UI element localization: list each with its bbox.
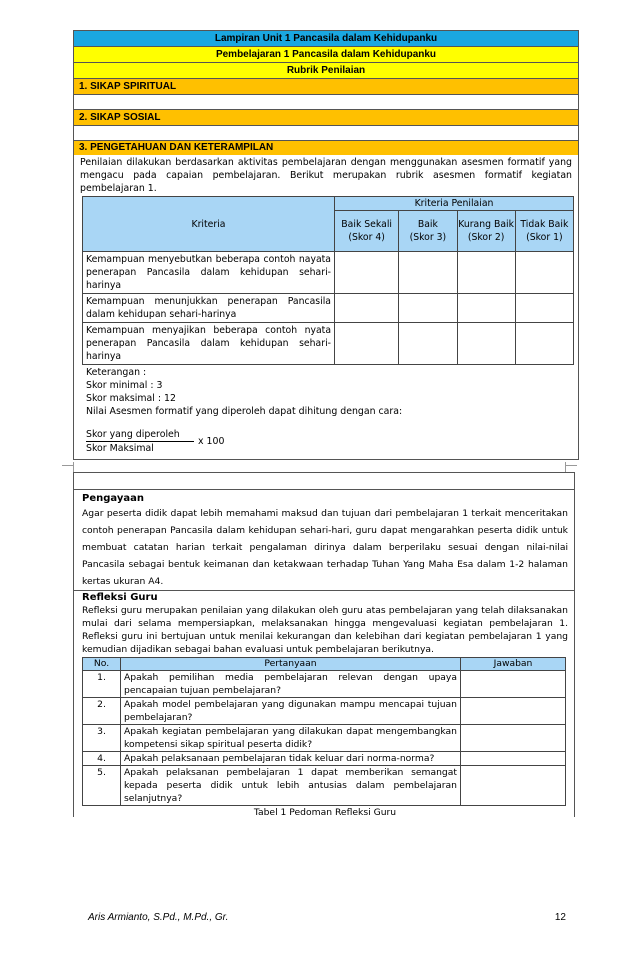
row-number: 4. bbox=[83, 752, 121, 766]
row-number: 2. bbox=[83, 698, 121, 725]
refleksi-heading: Refleksi Guru bbox=[82, 592, 158, 603]
notes-formula-text: Nilai Asesmen formatif yang diperoleh dapat dihitung dengan cara: bbox=[86, 406, 403, 417]
row-question: Apakah pelaksanan pembelajaran 1 dapat memberikan semangat kepada peserta didik untuk lebih antusias dalam pembelajaran selanjutnya? bbox=[121, 766, 461, 806]
pengayaan-heading: Pengayaan bbox=[82, 493, 144, 504]
row-number: 5. bbox=[83, 766, 121, 806]
level-baik bbox=[399, 211, 457, 252]
level-kurang-baik bbox=[457, 211, 515, 252]
rubric-row bbox=[83, 294, 574, 323]
score-cell bbox=[335, 294, 399, 323]
header-kriteria-penilaian: Kriteria Penilaian bbox=[335, 197, 574, 211]
pembelajaran-title: Pembelajaran 1 Pancasila dalam Kehidupanku bbox=[74, 47, 578, 63]
score-cell bbox=[515, 252, 573, 294]
section-pengetahuan-body bbox=[74, 155, 578, 459]
formula-fraction bbox=[86, 428, 194, 455]
crop-mark bbox=[565, 462, 566, 472]
table-row bbox=[83, 671, 566, 698]
pengayaan-paragraph: Agar peserta didik dapat lebih memahami maksud dan tujuan dari pembelajaran 1 terkait menceritakan contoh penerapan Pancasila dalam kehidupan sehari-hari, guru dapat mengarahkan peserta didik untuk membuat catatan harian terkait pengalaman dirinya dalam berperilaku sesuai dengan nilai-nilai Pancasila sebagai bentuk keimanan dan ketakwaan terhadap Tuhan Yang Maha Esa dalam 1-2 halaman kertas ukuran A4. bbox=[82, 508, 568, 587]
row-question: Apakah kegiatan pembelajaran yang dilakukan dapat mengembangkan kompetensi sikap spiritual peserta didik? bbox=[121, 725, 461, 752]
level-score: (Skor 3) bbox=[409, 232, 447, 243]
formula-denominator: Skor Maksimal bbox=[86, 441, 194, 455]
score-cell bbox=[335, 252, 399, 294]
rubrik-sheet bbox=[73, 30, 579, 460]
level-score: (Skor 2) bbox=[467, 232, 505, 243]
level-tidak-baik bbox=[515, 211, 573, 252]
footer-author: Aris Armianto, S.Pd., M.Pd., Gr. bbox=[88, 912, 229, 923]
row-number: 1. bbox=[83, 671, 121, 698]
score-cell bbox=[515, 323, 573, 365]
rubric-criterion: Kemampuan menyajikan beberapa contoh nyata penerapan Pancasila dalam kehidupan sehari-harinya bbox=[83, 323, 335, 365]
score-cell bbox=[335, 323, 399, 365]
section-spacer bbox=[74, 95, 578, 110]
row-question: Apakah pelaksanaan pembelajaran tidak keluar dari norma-norma? bbox=[121, 752, 461, 766]
level-score: (Skor 1) bbox=[526, 232, 563, 243]
sheet-content bbox=[74, 490, 574, 818]
notes-block bbox=[80, 366, 572, 418]
level-baik-sekali bbox=[335, 211, 399, 252]
row-number: 3. bbox=[83, 725, 121, 752]
score-cell bbox=[457, 252, 515, 294]
header-jawaban: Jawaban bbox=[461, 658, 566, 671]
crop-mark bbox=[73, 462, 74, 472]
level-name: Baik bbox=[417, 219, 438, 230]
formula-multiplier: x 100 bbox=[198, 436, 225, 447]
header-pertanyaan: Pertanyaan bbox=[121, 658, 461, 671]
rubric-row bbox=[83, 252, 574, 294]
score-formula bbox=[80, 428, 572, 455]
answer-cell bbox=[461, 766, 566, 806]
row-question: Apakah model pembelajaran yang digunakan mampu mencapai tujuan pembelajaran? bbox=[121, 698, 461, 725]
notes-max-score: Skor maksimal : 12 bbox=[86, 393, 176, 404]
answer-cell bbox=[461, 725, 566, 752]
crop-mark bbox=[565, 465, 577, 466]
refleksi-table bbox=[82, 657, 566, 806]
refleksi-paragraph: Refleksi guru merupakan penilaian yang dilakukan oleh guru atas pembelajaran yang telah dilaksanakan mulai dari selama mempersiapkan, melaksanakan hingga mengevaluasi kegiatan pembelajaran 1. Refleksi guru ini bertujuan untuk menilai kekurangan dan kelebihan dari kegiatan pembelajaran 1 yang kemudian dijadikan sebagai bahan evaluasi untuk pembelajaran berikutnya. bbox=[82, 605, 568, 655]
rubric-table bbox=[82, 196, 574, 365]
score-cell bbox=[457, 294, 515, 323]
pengayaan-refleksi-sheet bbox=[73, 472, 575, 817]
level-name: Baik Sekali bbox=[341, 219, 392, 230]
header-no: No. bbox=[83, 658, 121, 671]
level-name: Kurang Baik bbox=[458, 219, 515, 230]
score-cell bbox=[399, 323, 457, 365]
level-name: Tidak Baik bbox=[520, 219, 569, 230]
answer-cell bbox=[461, 671, 566, 698]
answer-cell bbox=[461, 698, 566, 725]
header-kriteria: Kriteria bbox=[83, 197, 335, 252]
table-row bbox=[83, 752, 566, 766]
table-caption: Tabel 1 Pedoman Refleksi Guru bbox=[253, 807, 397, 818]
page-number: 12 bbox=[554, 912, 566, 923]
score-cell bbox=[457, 323, 515, 365]
page-footer bbox=[88, 912, 566, 923]
score-cell bbox=[399, 294, 457, 323]
table-row bbox=[83, 725, 566, 752]
rubric-criterion: Kemampuan menunjukkan penerapan Pancasila dalam kehidupan sehari-harinya bbox=[83, 294, 335, 323]
rubric-criterion: Kemampuan menyebutkan beberapa contoh nayata penerapan Pancasila dalam kehidupan sehari-harinya bbox=[83, 252, 335, 294]
formula-numerator: Skor yang diperoleh bbox=[86, 429, 180, 440]
answer-cell bbox=[461, 752, 566, 766]
score-cell bbox=[399, 252, 457, 294]
section-spacer bbox=[74, 126, 578, 141]
rubrik-title: Rubrik Penilaian bbox=[74, 63, 578, 79]
row-question: Apakah pemilihan media pembelajaran relevan dengan upaya pencapaian tujuan pembelajaran? bbox=[121, 671, 461, 698]
intro-paragraph: Penilaian dilakukan berdasarkan aktivitas pembelajaran dengan menggunakan asesmen formatif yang mengacu pada capaian pembelajaran. Berikut merupakan rubrik asesmen formatif kegiatan pembelajaran 1. bbox=[80, 157, 572, 194]
level-score: (Skor 4) bbox=[348, 232, 385, 243]
notes-min-score: Skor minimal : 3 bbox=[86, 380, 163, 391]
table-row bbox=[83, 766, 566, 806]
section-sikap-spiritual: 1. SIKAP SPIRITUAL bbox=[74, 79, 578, 95]
section-pengetahuan: 3. PENGETAHUAN DAN KETERAMPILAN bbox=[74, 141, 578, 155]
score-cell bbox=[515, 294, 573, 323]
lampiran-title: Lampiran Unit 1 Pancasila dalam Kehidupanku bbox=[74, 31, 578, 47]
table-row bbox=[83, 698, 566, 725]
sheet-top-gap bbox=[74, 473, 574, 490]
section-sikap-sosial: 2. SIKAP SOSIAL bbox=[74, 110, 578, 126]
notes-label: Keterangan : bbox=[86, 367, 147, 378]
rubric-row bbox=[83, 323, 574, 365]
